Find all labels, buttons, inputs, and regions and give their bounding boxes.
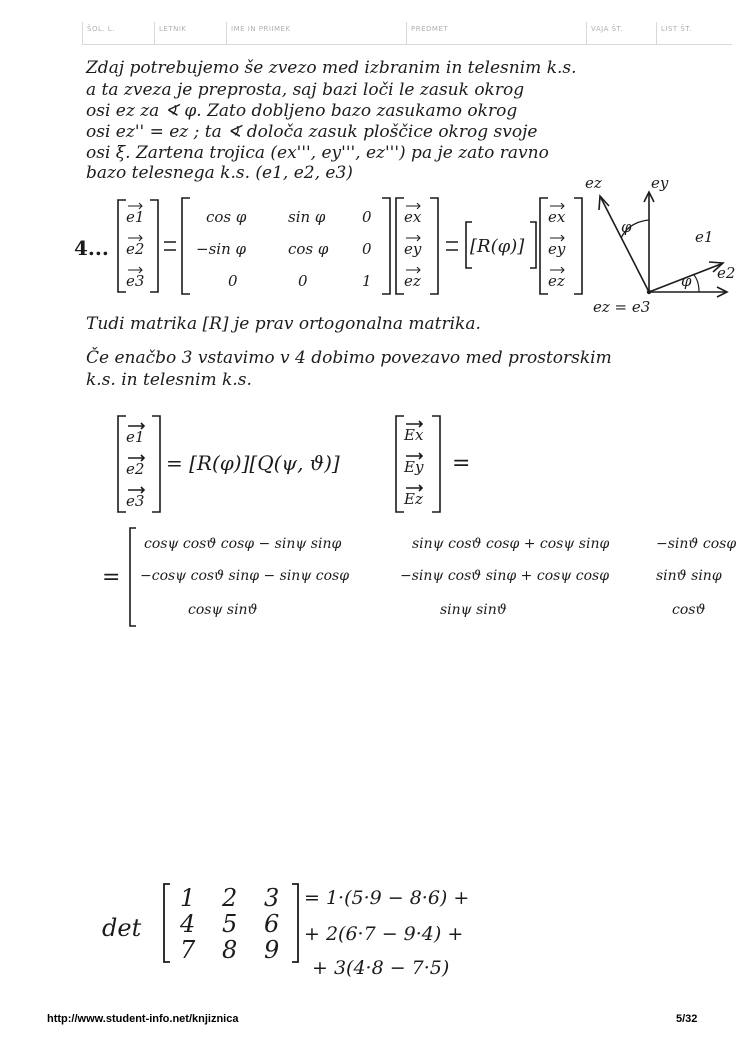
rhs-ex: ex [404,208,422,226]
matrix-cell: sin φ [288,208,326,226]
rotation-equation [110,192,590,302]
matrix-cell: 0 [362,208,372,226]
det-expansion: + 3(4·8 − 7·5) [312,957,450,979]
euler-cell: −sinϑ cosφ [656,536,737,552]
header-field-subject: PREDMET [406,22,586,44]
text-line: a ta zveza je preprosta, saj bazi loči le zasuk okrog [86,80,525,100]
det-expansion: = 1·(5·9 − 8·6) + [304,887,470,909]
euler-cell: sinϑ sinφ [656,568,722,584]
prod-rhs: Ey [404,458,424,476]
det-cell: 4 [180,910,196,938]
euler-cell: sinψ cosϑ cosφ + cosψ sinφ [412,536,610,552]
det-cell: 6 [264,910,280,938]
matrix-cell: 0 [362,240,372,258]
matrix-cell: cos φ [206,208,247,226]
prod-rhs: Ex [404,426,424,444]
prod-lhs: e1 [126,428,145,446]
euler-eq-sign: = [102,565,121,590]
e1-label: e1 [695,228,714,246]
rhs2-ey: ey [548,240,566,258]
lhs-e2: e2 [126,240,145,258]
header-field-year: LETNIK [154,22,226,44]
prod-lhs: e2 [126,460,145,478]
header-field-school: ŠOL. L. [82,22,154,44]
phi-label: φ [681,272,692,290]
det-word: det [102,914,142,942]
text-line: osi ez za ∢ φ. Zato dobljeno bazo zasukamo okrog [86,101,518,121]
prod-rhs: Ez [404,490,423,508]
text-orthogonal: Tudi matrika [R] je prav ortogonalna matrika. [86,314,481,334]
text-line: osi ez'' = ez ; ta ∢ določa zasuk ploščice okrog svoje [86,122,538,142]
footer-page-number: 5/32 [676,1013,698,1025]
header-field-exercise: VAJA ŠT. [586,22,656,44]
euler-cell: cosϑ [672,602,706,618]
phi-label: φ [621,218,632,236]
det-cell: 3 [264,884,280,912]
e2-label: e2 [717,264,736,282]
product-equation [110,410,490,520]
ez-label: ez [585,174,602,192]
rotation-matrix-symbol: [R(φ)] [470,236,525,257]
header-field-name: IME IN PRIIMEK [226,22,406,44]
matrix-cell: 0 [298,272,308,290]
header-field-sheet: LIST ŠT. [656,22,732,44]
det-cell: 2 [222,884,238,912]
form-header [82,22,732,45]
text-line: Zdaj potrebujemo še zvezo med izbranim in telesnim k.s. [86,58,577,78]
ez-e3-label: ez = e3 [593,298,651,316]
ey-label: ey [651,174,669,192]
euler-cell: cosψ sinϑ [188,602,258,618]
det-cell: 8 [222,936,238,964]
det-cell: 5 [222,910,238,938]
rhs2-ez: ez [548,272,565,290]
text-line: osi ξ. Zartena trojica (ex''', ey''', ez''') pa je zato ravno [86,143,549,163]
det-expansion: + 2(6·7 − 9·4) + [304,923,464,945]
matrix-cell: cos φ [288,240,329,258]
euler-cell: sinψ sinϑ [440,602,507,618]
matrix-cell: −sin φ [196,240,246,258]
determinant-example [98,878,578,988]
text-line: bazo telesnega k.s. (e1, e2, e3) [86,163,353,183]
euler-cell: cosψ cosϑ cosφ − sinψ sinφ [144,536,342,552]
prod-lhs: e3 [126,492,145,510]
prod-tail: = [452,451,471,476]
det-cell: 1 [180,884,196,912]
rhs2-ex: ex [548,208,566,226]
equation-number: 4... [74,236,109,260]
det-cell: 7 [180,936,196,964]
rhs-ey: ey [404,240,422,258]
rhs-ez: ez [404,272,421,290]
lhs-e1: e1 [126,208,145,226]
euler-cell: −cosψ cosϑ sinφ − sinψ cosφ [140,568,350,584]
e2-vector [601,198,649,292]
matrix-cell: 1 [362,272,372,290]
rotation-diagram [585,160,745,320]
text-substitute: Če enačbo 3 vstavimo v 4 dobimo povezavo med prostorskim [86,348,612,368]
matrix-cell: 0 [228,272,238,290]
footer-link[interactable]: http://www.student-info.net/knjiznica [47,1013,239,1025]
prod-middle: = [R(φ)][Q(ψ, ϑ)] [166,451,340,475]
lhs-e3: e3 [126,272,145,290]
text-substitute-2: k.s. in telesnim k.s. [86,370,252,390]
det-cell: 9 [264,936,280,964]
euler-matrix [100,522,750,632]
euler-cell: −sinψ cosϑ sinφ + cosψ cosφ [400,568,610,584]
